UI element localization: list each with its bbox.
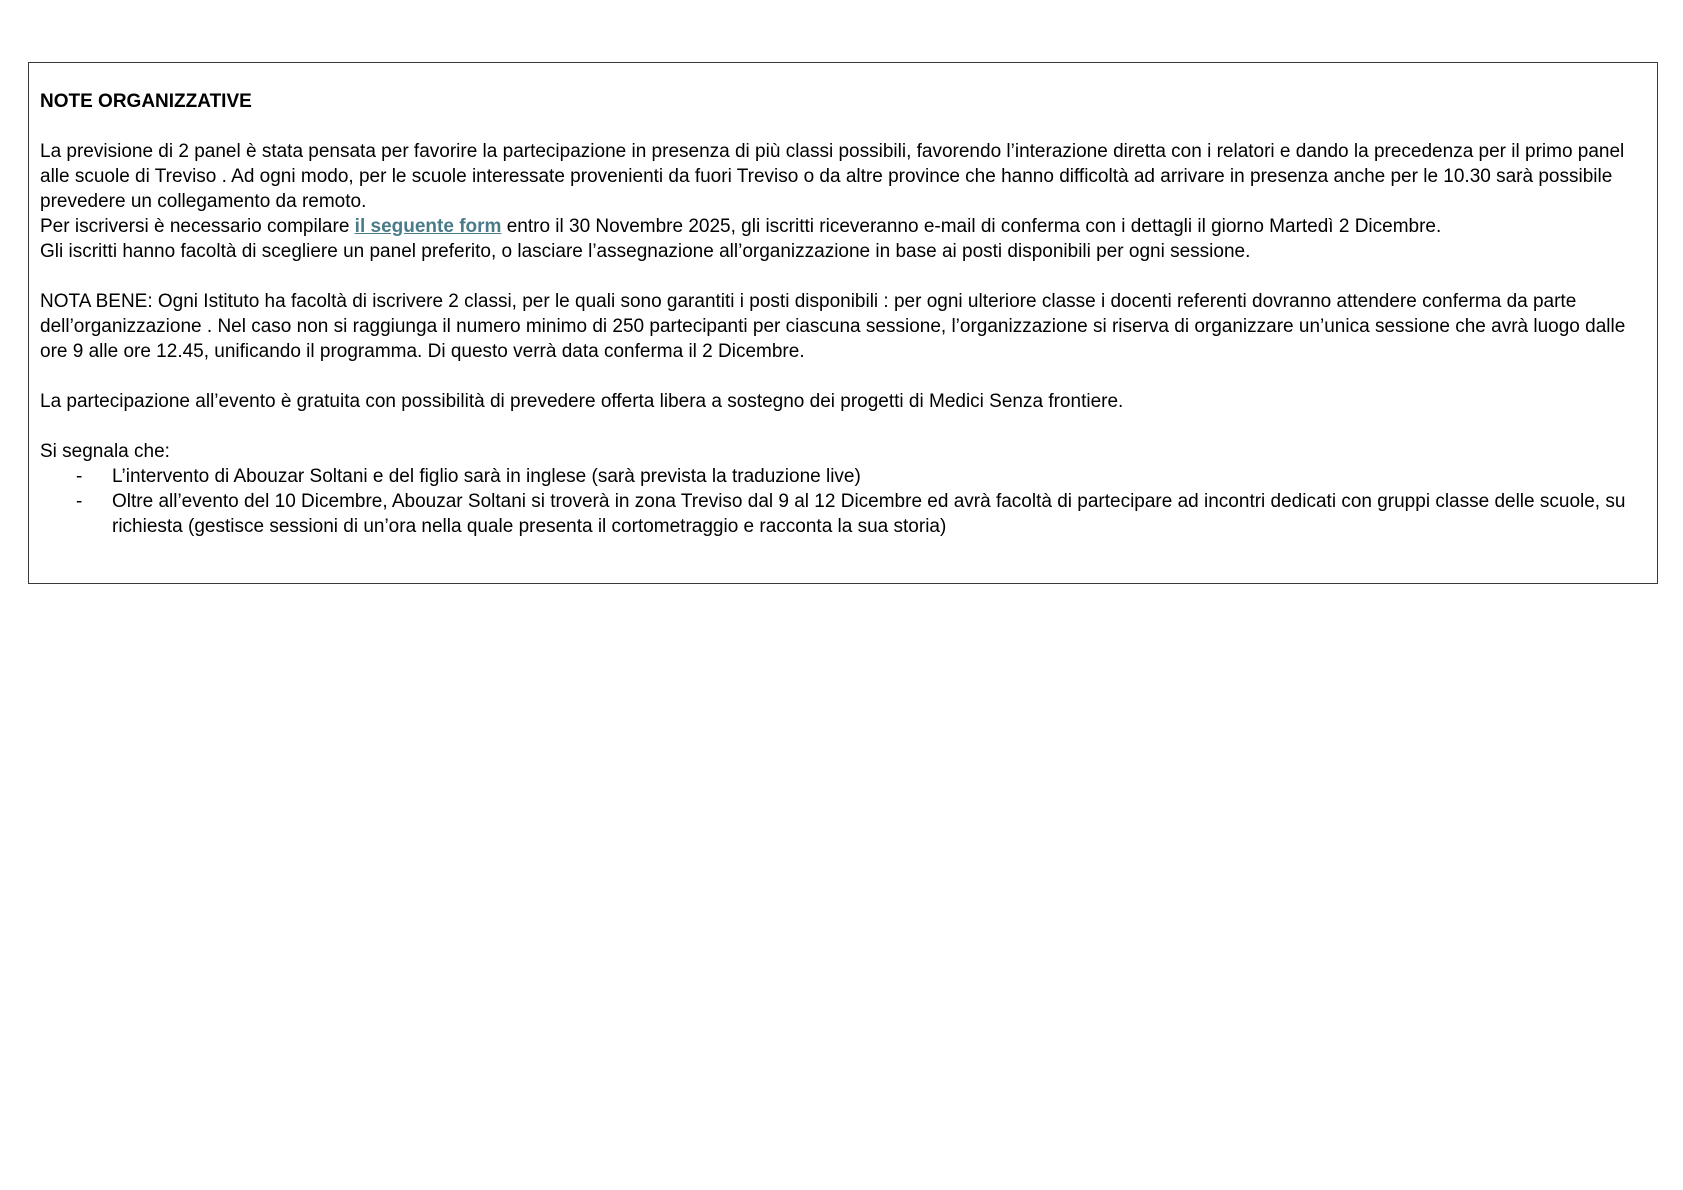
bullet-dash: -: [76, 466, 83, 487]
notes-heading: NOTE ORGANIZZATIVE: [40, 91, 252, 112]
spacer: [40, 264, 1647, 289]
registration-text-after: entro il 30 Novembre 2025, gli iscritti riceveranno e-mail di conferma con i dettagli il giorno Martedì 2 Dicembre.: [501, 216, 1442, 237]
list-item: [40, 464, 1647, 489]
spacer: [40, 414, 1647, 439]
spacer: [40, 364, 1647, 389]
panel-description-paragraph: La previsione di 2 panel è stata pensata per favorire la partecipazione in presenza di più classi possibili, favorendo l’interazione diretta con i relatori e dando la precedenza per il primo panel alle scuole di Treviso . Ad ogni modo, per le scuole interessate provenienti da fuori Treviso o da altre province che hanno difficoltà ad arrivare in presenza anche per le 10.30 sarà possibile prevedere un collegamento da remoto.: [40, 141, 1625, 212]
notice-list: [40, 464, 1647, 539]
list-item-text: L’intervento di Abouzar Soltani e del figlio sarà in inglese (sarà prevista la traduzione live): [112, 466, 861, 487]
notice-intro: Si segnala che:: [40, 441, 170, 462]
registration-paragraph: [40, 214, 1647, 239]
registration-form-link[interactable]: il seguente form: [354, 216, 502, 237]
participation-paragraph: La partecipazione all’evento è gratuita con possibilità di prevedere offerta libera a sostegno dei progetti di Medici Senza frontiere.: [40, 391, 1124, 412]
bullet-dash: -: [76, 491, 83, 512]
organizational-notes-box: [28, 62, 1658, 584]
panel-choice-paragraph: Gli iscritti hanno facoltà di scegliere un panel preferito, o lasciare l’assegnazione all’organizzazione in base ai posti disponibili per ogni sessione.: [40, 241, 1251, 262]
nota-bene-paragraph: NOTA BENE: Ogni Istituto ha facoltà di iscrivere 2 classi, per le quali sono garantiti i posti disponibili : per ogni ulteriore classe i docenti referenti dovranno attendere conferma da parte dell’organizzazione . Nel caso non si raggiunga il numero minimo di 250 partecipanti per ciascuna sessione, l’organizzazione si riserva di organizzare un’unica sessione che avrà luogo dalle ore 9 alle ore 12.45, unificando il programma. Di questo verrà data conferma il 2 Dicembre.: [40, 291, 1626, 362]
registration-text-before: Per iscriversi è necessario compilare: [40, 216, 355, 237]
list-item: [40, 489, 1647, 539]
list-item-text: Oltre all’evento del 10 Dicembre, Abouzar Soltani si troverà in zona Treviso dal 9 al 12 Dicembre ed avrà facoltà di partecipare ad incontri dedicati con gruppi classe delle scuole, su richiesta (gestisce sessioni di un’ora nella quale presenta il cortometraggio e racconta la sua storia): [112, 491, 1626, 537]
